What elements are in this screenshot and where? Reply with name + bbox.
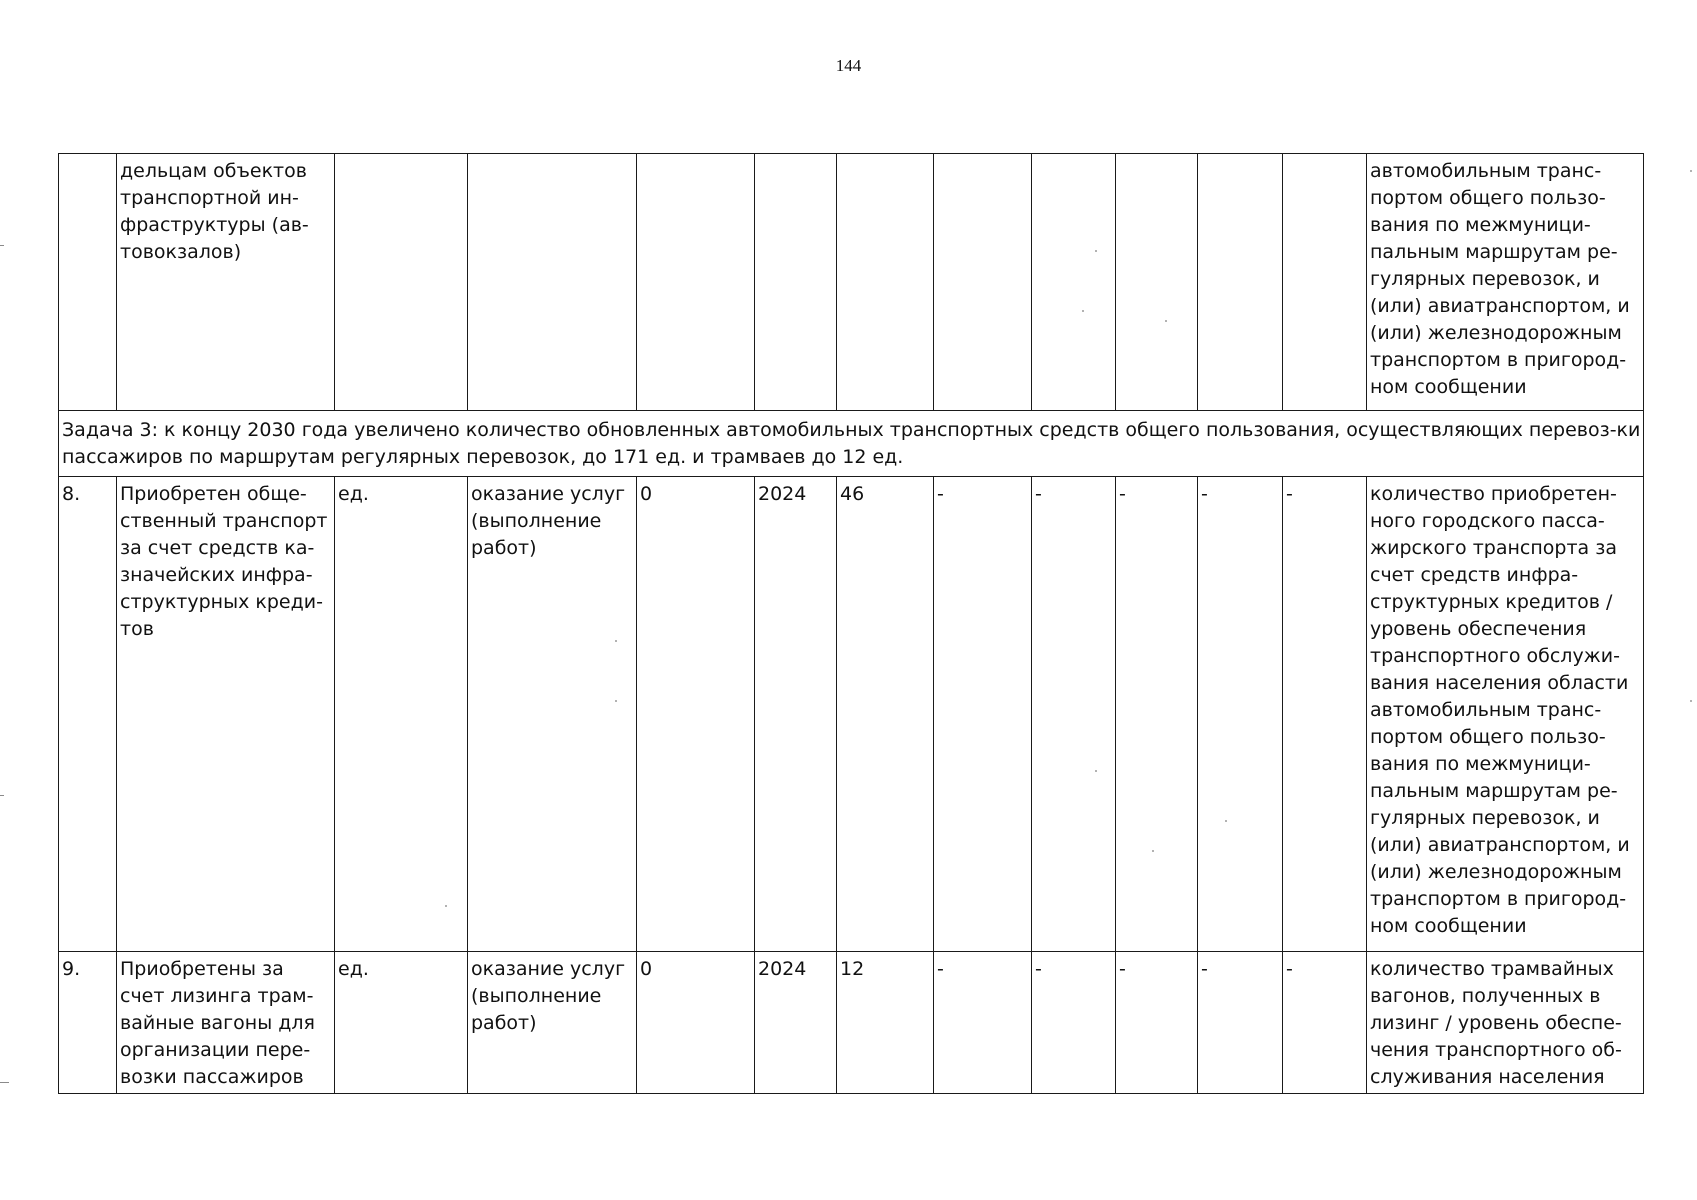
cell-value-3: -	[1032, 477, 1116, 952]
scan-speck	[1165, 320, 1167, 322]
cell-value-3	[1032, 154, 1116, 411]
table-row	[59, 952, 1644, 1094]
cell-indicator: автомобильным транс-портом общего пользо-вания по межмуници-пальным маршрутам ре-гулярных перевозок, и (или) авиатранспортом, и (или) железнодорожным транспортом в пригород-ном сообщении	[1367, 154, 1644, 411]
cell-unit: ед.	[335, 952, 468, 1094]
task-heading: Задача 3: к концу 2030 года увеличено количество обновленных автомобильных транспортных средств общего пользования, осуществляющих перевоз-ки пассажиров по маршрутам регулярных перевозок, до 171 ед. и трамваев до 12 ед.	[59, 411, 1644, 477]
cell-value-6: -	[1283, 952, 1367, 1094]
cell-name: Приобретены за счет лизинга трам-вайные вагоны для организации пере-возки пассажиров	[117, 952, 335, 1094]
cell-value-2: -	[934, 952, 1032, 1094]
cell-num: 9.	[59, 952, 117, 1094]
cell-value-5: -	[1198, 477, 1283, 952]
cell-year: 2024	[755, 477, 837, 952]
continuation-row	[59, 154, 1644, 411]
task-row	[59, 411, 1644, 477]
cell-value-1: 12	[837, 952, 934, 1094]
cell-indicator: количество приобретен-ного городского пасса-жирского транспорта за счет средств инфра-структурных кредитов / уровень обеспечения транспортного обслужи-вания населения области автомобильным транс-портом общего пользо-вания по межмуници-пальным маршрутам ре-гулярных перевозок, и (или) авиатранспортом, и (или) железнодорожным транспортом в пригород-ном сообщении	[1367, 477, 1644, 952]
scan-speck	[1690, 170, 1692, 172]
scan-speck	[1082, 310, 1084, 312]
cell-type: оказание услуг (выполнение работ)	[468, 477, 637, 952]
scan-speck	[445, 905, 447, 907]
scan-speck	[615, 700, 617, 702]
cell-value-4	[1116, 154, 1198, 411]
cell-name: дельцам объектов транспортной ин-фраструктуры (ав-товокзалов)	[117, 154, 335, 411]
scan-speck	[1095, 250, 1097, 252]
scan-edge-mark	[0, 795, 4, 796]
scan-edge-mark	[0, 245, 4, 246]
cell-type: оказание услуг (выполнение работ)	[468, 952, 637, 1094]
cell-type	[468, 154, 637, 411]
cell-unit	[335, 154, 468, 411]
cell-year	[755, 154, 837, 411]
cell-value-6	[1283, 154, 1367, 411]
cell-num	[59, 154, 117, 411]
cell-value-3: -	[1032, 952, 1116, 1094]
scan-speck	[1225, 820, 1227, 822]
cell-num: 8.	[59, 477, 117, 952]
scan-speck	[1152, 850, 1154, 852]
cell-value-1	[837, 154, 934, 411]
cell-year: 2024	[755, 952, 837, 1094]
scan-speck	[1095, 770, 1097, 772]
cell-value-2	[934, 154, 1032, 411]
cell-unit: ед.	[335, 477, 468, 952]
page-number: 144	[835, 56, 862, 75]
cell-base-value: 0	[637, 952, 755, 1094]
scan-speck	[615, 640, 617, 642]
scan-edge-mark	[0, 1082, 9, 1083]
cell-value-6: -	[1283, 477, 1367, 952]
table-row	[59, 477, 1644, 952]
cell-value-4: -	[1116, 477, 1198, 952]
cell-value-5	[1198, 154, 1283, 411]
cell-indicator: количество трамвайных вагонов, полученных в лизинг / уровень обеспе-чения транспортного об-служивания населения	[1367, 952, 1644, 1094]
cell-value-5: -	[1198, 952, 1283, 1094]
cell-name: Приобретен обще-ственный транспорт за счет средств ка-значейских инфра-структурных креди-тов	[117, 477, 335, 952]
results-table	[58, 153, 1644, 1094]
cell-base-value: 0	[637, 477, 755, 952]
cell-value-4: -	[1116, 952, 1198, 1094]
scan-speck	[1690, 700, 1692, 702]
cell-value-1: 46	[837, 477, 934, 952]
cell-value-2: -	[934, 477, 1032, 952]
cell-base-value	[637, 154, 755, 411]
